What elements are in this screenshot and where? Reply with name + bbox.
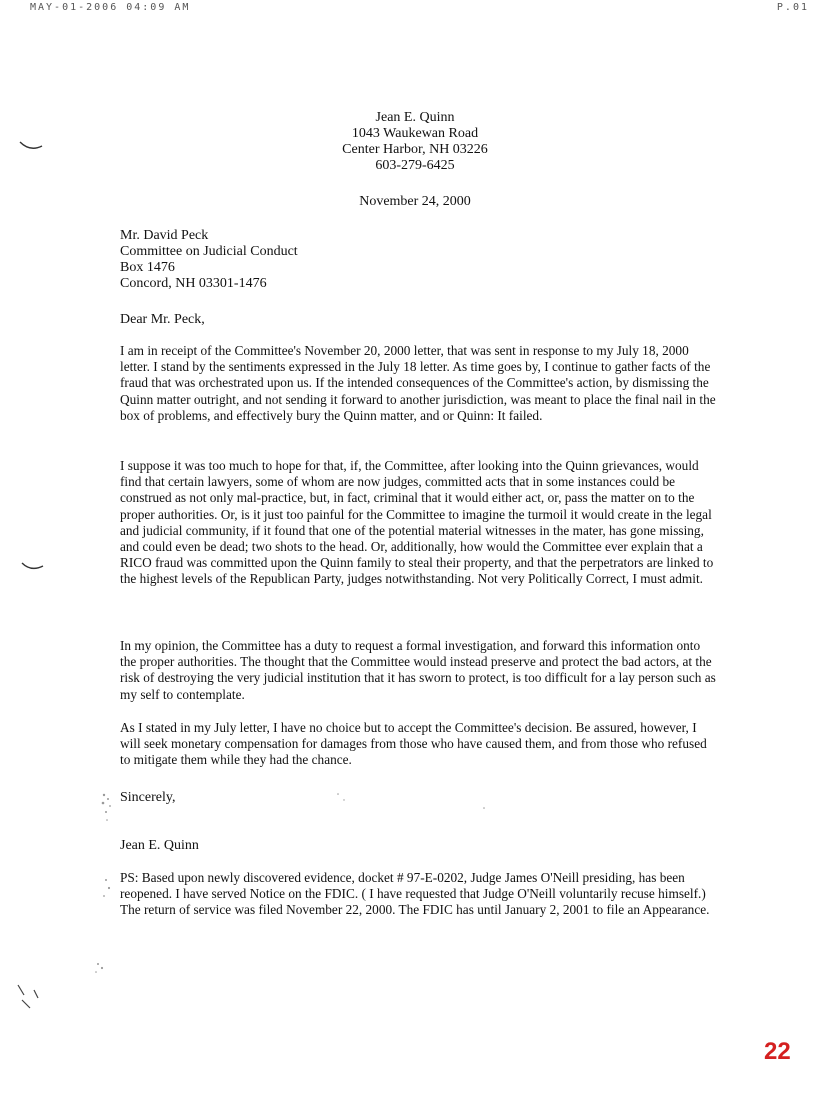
body-paragraph-3: In my opinion, the Committee has a duty to request a formal investigation, and forward this information onto the proper authorities. The thought that the Committee would instead preserve and protect the bad actors, at the risk of destroying the very judicial institution that it has sworn to protect, is too difficult for a lay person such as my self to contemplate.	[120, 638, 716, 702]
fax-header	[30, 2, 809, 16]
sender-address-block	[250, 110, 580, 174]
body-paragraph-4: As I stated in my July letter, I have no choice but to accept the Committee's decision. Be assured, however, I will seek monetary compensation for damages from those who have caused them, and from those who refused to mitigate them while they had the chance.	[120, 720, 707, 768]
sender-city: Center Harbor, NH 03226	[342, 142, 488, 157]
closing: Sincerely,	[120, 790, 176, 805]
page-number: 22	[764, 1038, 791, 1065]
fax-timestamp: MAY-01-2006 04:09 AM	[30, 2, 191, 13]
postscript: PS: Based upon newly discovered evidence, docket # 97-E-0202, Judge James O'Neill presiding, has been reopened. I have served Notice on the FDIC. ( I have requested that Judge O'Neill voluntarily recuse himself.) The return of service was filed November 22, 2000. The FDIC has until January 2, 2001 to file an Appearance.	[120, 870, 710, 918]
body-paragraph-1: I am in receipt of the Committee's November 20, 2000 letter, that was sent in response to my July 18, 2000 letter. I stand by the sentiments expressed in the July 18 letter. As time goes by, I continue to gather facts of the fraud that was orchestrated upon us. If the intended consequences of the Committee's action, by dismissing the Quinn matter outright, and not sending it forward to another jurisdiction, was meant to place the final nail in the box of problems, and effectively bury the Quinn matter, and or Quinn: It failed.	[120, 343, 716, 423]
letter-date: November 24, 2000	[359, 194, 471, 209]
fax-page-indicator: P.01	[776, 2, 809, 13]
recipient-name: Mr. David Peck	[120, 228, 209, 243]
sender-street: 1043 Waukewan Road	[351, 126, 479, 141]
salutation: Dear Mr. Peck,	[120, 312, 205, 327]
recipient-organization: Committee on Judicial Conduct	[120, 244, 298, 259]
signature-name: Jean E. Quinn	[120, 838, 199, 853]
recipient-city: Concord, NH 03301-1476	[120, 276, 267, 291]
sender-phone: 603-279-6425	[375, 158, 455, 173]
body-paragraph-2: I suppose it was too much to hope for that, if, the Committee, after looking into the Quinn grievances, would find that certain lawyers, some of whom are now judges, committed acts that in some instances could be construed as not only mal-practice, but, in fact, criminal that it would either act, or, pass the matter on to the proper authorities. Or, is it just too painful for the Committee to imagine the turmoil it would create in the legal and judicial community, if it found that one of the potential material witnesses in the mater, has gone missing, and could even be dead; two shots to the head. Or, additionally, how would the Committee ever explain that a RICO fraud was committed upon the Quinn family to steal their property, and that the perpetrators are linked to the highest levels of the Republican Party, judges notwithstanding. Not very Politically Correct, I must admit.	[120, 458, 714, 587]
recipient-box: Box 1476	[120, 260, 175, 275]
recipient-address-block	[120, 228, 298, 292]
sender-name: Jean E. Quinn	[375, 110, 455, 125]
